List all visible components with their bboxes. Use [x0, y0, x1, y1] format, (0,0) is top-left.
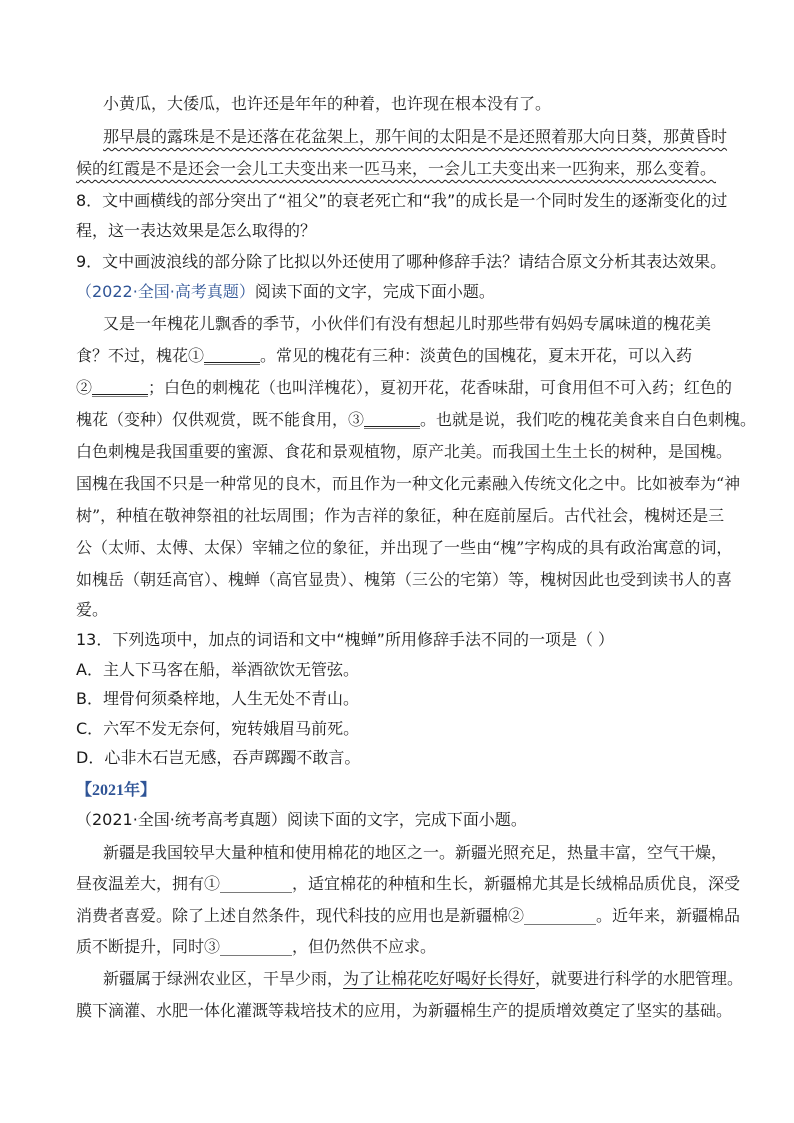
passage-2022-line-3 [76, 373, 733, 403]
fill-blank-3: _______ [364, 410, 421, 429]
passage-2022-line-9: 如槐岳（朝廷高官）、槐蝉（高官显贵）、槐第（三公的宅第）等，槐树因此也受到读书人的喜 [76, 570, 733, 589]
text-segment: 。也就是说，我们吃的槐花美食来自白色刺槐。 [420, 410, 757, 429]
wavy-underlined-text: 那早晨的露珠是不是还落在花盆架上，那午间的太阳是不是还照着那大向日葵，那黄昏时 [103, 127, 728, 146]
question-8-line-2: 程，这一表达效果是怎么取得的？ [76, 221, 317, 240]
section-2022-header [76, 277, 718, 307]
text-segment: ，适宜棉花的种植和生长，新疆棉尤其是长绒棉品质优良，深受 [292, 874, 741, 893]
text-segment: ；白色的刺槐花（也叫洋槐花），夏初开花，花香味甜，可食用但不可入药；红色的 [148, 378, 733, 397]
wavy-underlined-text: 候的红霞是不是还会一会儿工夫变出来一匹马来，一会儿工夫变出来一匹狗来，那么变着。 [76, 159, 717, 178]
text-segment: ，就要进行科学的水肥管理。 [535, 969, 744, 988]
source-tag: （2021·全国·统考高考真题） [76, 810, 287, 829]
fill-blank-3: _________ [220, 937, 293, 956]
option-a: A．主人下马客在船，举酒欲饮无管弦。 [76, 660, 359, 679]
text-segment: ，但仍然供不应求。 [292, 937, 437, 956]
passage-2022-line-6: 国槐在我国不只是一种常见的良木，而且作为一种文化元素融入传统文化之中。比如被奉为“神 [76, 474, 741, 493]
text-segment: ② [76, 378, 93, 397]
text-segment: 食？不过，槐花① [76, 346, 205, 365]
passage-2021-line-5 [103, 964, 744, 994]
passage-2022-line-4 [76, 405, 757, 435]
passage-2021-line-3 [76, 901, 741, 931]
passage-2021-line-1: 新疆是我国较早大量种植和使用棉花的地区之一。新疆光照充足，热量丰富，空气干燥， [103, 843, 728, 862]
question-9: 9．文中画波浪线的部分除了比拟以外还使用了哪种修辞手法？请结合原文分析其表达效果。 [76, 252, 727, 271]
instruction-text: 阅读下面的文字，完成下面小题。 [286, 810, 527, 829]
option-d: D．心非木石岂无感，吞声踯躅不敢言。 [76, 748, 361, 767]
passage-2022-line-5: 白色刺槐是我国重要的蜜源、食花和景观植物，原产北美。而我国土生土长的树种，是国槐。 [76, 442, 733, 461]
fill-blank-2: _________ [524, 906, 597, 925]
fill-blank-2: _______ [92, 378, 149, 397]
question-8-line-1: 8．文中画横线的部分突出了“祖父”的衰老死亡和“我”的成长是一个同时发生的逐渐变化的过 [76, 191, 728, 210]
year-label: 【2021年】 [76, 782, 157, 799]
text-segment: 昼夜温差大，拥有① [76, 874, 221, 893]
text-segment: 消费者喜爱。除了上述自然条件，现代科技的应用也是新疆棉② [76, 906, 525, 925]
year-heading-2021 [76, 775, 718, 805]
passage-2022-line-1: 又是一年槐花儿飘香的季节，小伙伴们有没有想起儿时那些带有妈妈专属味道的槐花美 [103, 314, 712, 333]
passage-2021-line-4 [76, 932, 718, 962]
source-tag: （2022·全国·高考真题） [76, 282, 255, 301]
option-c: C．六军不发无奈何，宛转娥眉马前死。 [76, 719, 360, 738]
text-segment: 槐花（变种）仅供观赏，既不能食用，③ [76, 410, 365, 429]
passage-2021-line-6: 膜下滴灌、水肥一体化灌溉等栽培技术的应用，为新疆棉生产的提质增效奠定了坚实的基础。 [76, 1001, 733, 1020]
excerpt-line-2 [103, 122, 728, 152]
text-segment: 。近年来，新疆棉品 [596, 906, 741, 925]
fill-blank-1: _______ [204, 346, 261, 365]
passage-2022-line-7: 树”，种植在敬神祭祖的社坛周围；作为吉祥的象征，种在庭前屋后。古代社会，槐树还是三 [76, 506, 725, 525]
question-13-stem: 13．下列选项中，加点的词语和文中“槐蝉”所用修辞手法不同的一项是（ ） [76, 630, 615, 649]
section-2021-header [76, 805, 718, 835]
text-segment: 。常见的槐花有三种：淡黄色的国槐花，夏末开花，可以入药 [260, 346, 693, 365]
passage-2022-line-2 [76, 341, 718, 371]
instruction-text: 阅读下面的文字，完成下面小题。 [254, 282, 495, 301]
passage-2022-line-8: 公（太师、太傅、太保）宰辅之位的象征，并出现了一些由“槐”字构成的具有政治寓意的词， [76, 538, 733, 557]
fill-blank-1: _________ [220, 874, 293, 893]
text-segment: 新疆属于绿洲农业区，干旱少雨， [103, 969, 344, 988]
passage-2022-line-10: 爱。 [76, 600, 109, 619]
excerpt-line-1: 小黄瓜，大倭瓜，也许还是年年的种着，也许现在根本没有了。 [103, 94, 552, 113]
passage-2021-line-2 [76, 869, 741, 899]
option-b: B．埋骨何须桑梓地，人生无处不青山。 [76, 689, 359, 708]
excerpt-line-3 [76, 154, 718, 184]
underlined-text: 为了让棉花吃好喝好长得好 [343, 969, 536, 988]
text-segment: 质不断提升，同时③ [76, 937, 221, 956]
